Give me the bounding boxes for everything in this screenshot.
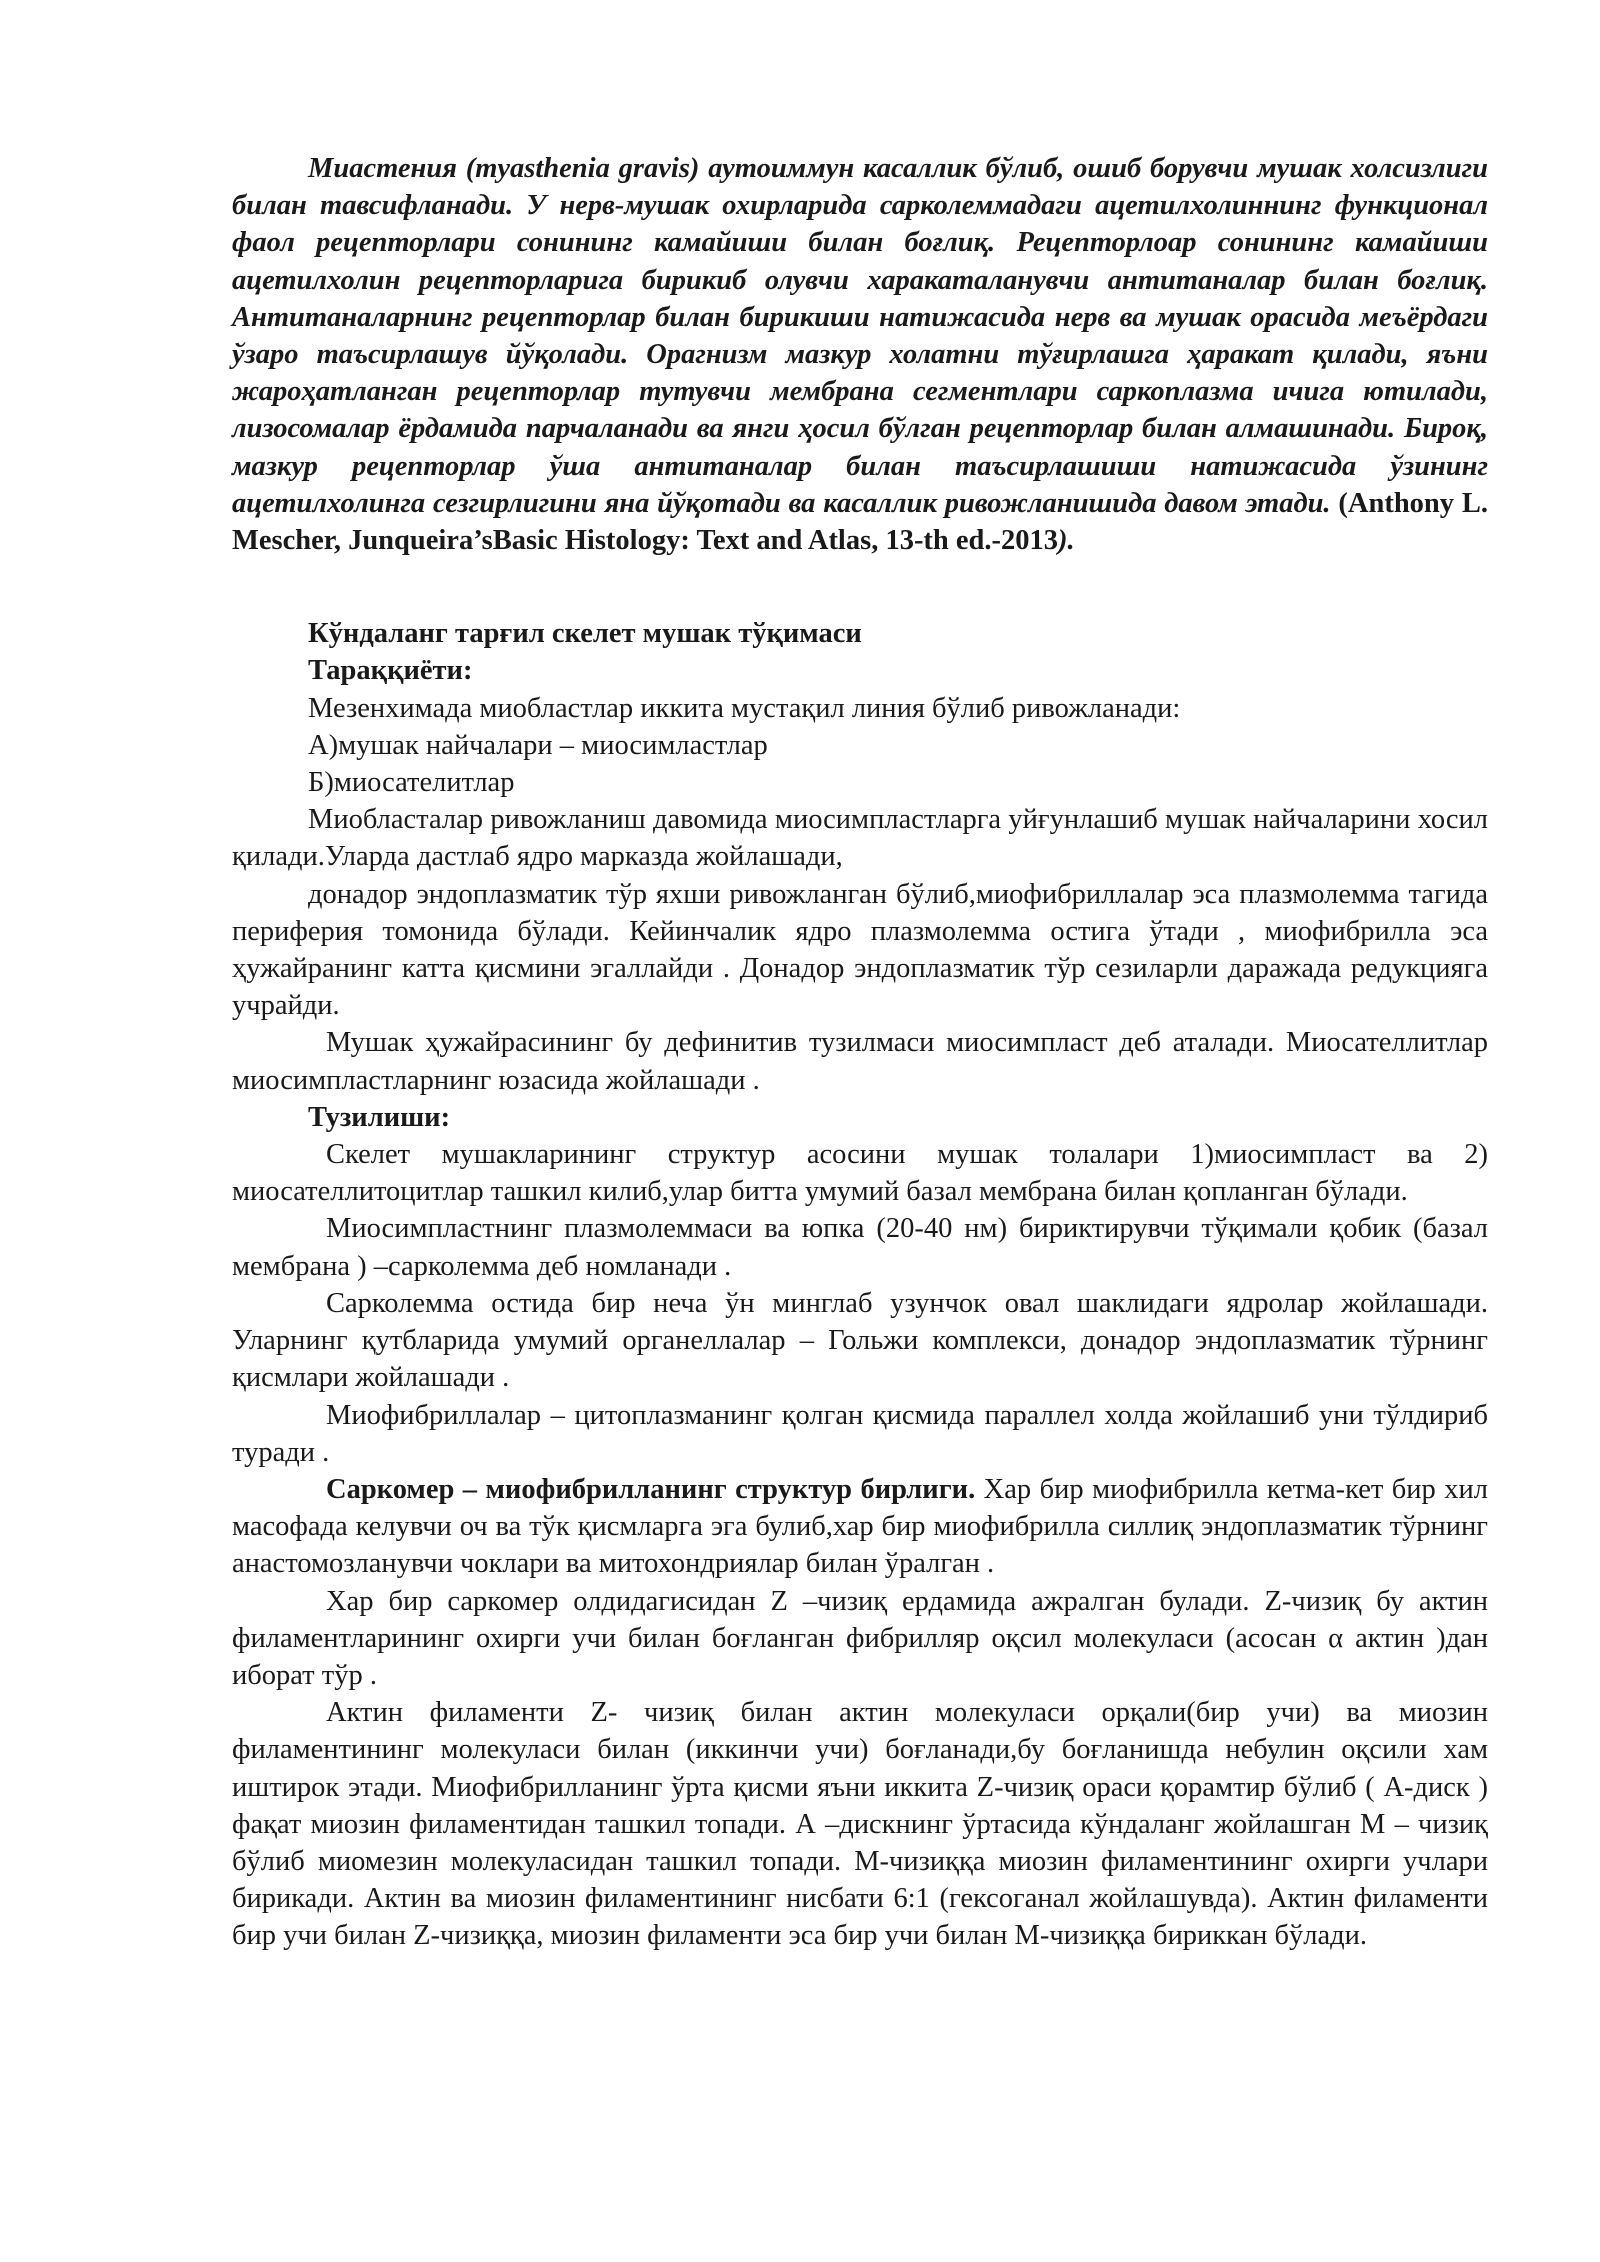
development-paragraph-2: донадор эндоплазматик тўр яхши ривожланган бўлиб,миофибриллалар эса плазмолемма тагида периферия томонида бўлади. Кейинчалик ядро плазмолемма остига ўтади , миофибрилла эса ҳужайранинг катта қисмини эгаллайди . Донадор эндоплазматик тўр сезиларли даражада редукцияга учрайди. xyxy=(232,878,1488,1022)
development-paragraph-3: Мушак ҳужайрасининг бу дефинитив тузилмаси миосимпласт деб аталади. Миосателлитлар миосимпластларнинг юзасида жойлашади . xyxy=(232,1027,1488,1096)
sarcomere-paragraph xyxy=(232,1471,1488,1583)
actin-paragraph: Актин филаменти Z- чизиқ билан актин молекуласи орқали(бир учи) ва миозин филаментининг молекуласи билан (иккинчи учи) боғланади,бу боғланишда небулин оқсили хам иштирок этади. Миофибрилланинг ўрта қисми яъни иккита Z-чизиқ ораси қорамтир бўлиб ( А-диск ) фақат миозин филаментидан ташкил топади. А –дискнинг ўртасида кўндаланг жойлашган М – чизиқ бўлиб миомезин молекуласидан ташкил топади. М-чизиққа миозин филаментининг охирги учлари бирикади. Актин ва миозин филаментининг нисбати 6:1 (гексоганал жойлашувда). Актин филаменти бир учи билан Z-чизиққа, миозин филаменти эса бир учи билан М-чизиққа бириккан бўлади. xyxy=(232,1697,1488,1952)
z-line-paragraph: Хар бир саркомер олдидагисидан Z –чизиқ ердамида ажралган булади. Z-чизиқ бу актин филаментларининг охирги учи билан боғланган фибрилляр оқсил молекуласи (асосан α актин )дан иборат тўр . xyxy=(232,1585,1488,1691)
spacer xyxy=(232,559,1488,615)
intro-paragraph xyxy=(232,150,1488,559)
structure-paragraph-4: Миофибриллалар – цитоплазманинг қолган қисмида параллел холда жойлашиб уни тўлдириб туради . xyxy=(232,1399,1488,1468)
development-line-3: Б)миосателитлар xyxy=(308,767,515,799)
structure-paragraph-2: Миосимпластнинг плазмолеммаси ва юпка (20-40 нм) бириктирувчи тўқимали қобик (базал мембрана ) –сарколемма деб номланади . xyxy=(232,1213,1488,1282)
myasthenia-quote: Миастения (myasthenia gravis) аутоиммун касаллик бўлиб, ошиб борувчи мушак холсизлиги билан тавсифланади. У нерв-мушак охирларида сарколеммадаги ацетилхолиннинг функционал фаол рецепторлари сонининг камайиши билан боғлиқ. Рецепторлоар сонининг камайиши ацетилхолин рецепторларига бирикиб олувчи харакаталанувчи антитаналар билан боғлиқ. Антитаналарнинг рецепторлар билан бирикиши натижасида нерв ва мушак орасида меъёрдаги ўзаро таъсирлашув йўқолади. Орагнизм мазкур холатни тўғирлашга ҳаракат қилади, яъни жароҳатланган рецепторлар тутувчи мембрана сегментлари саркоплазма ичига ютилади, лизосомалар ёрдамида парчаланади ва янги ҳосил бўлган рецепторлар билан алмашинади. Бироқ, мазкур рецепторлар ўша антитаналар билан таъсирлашиши натижасида ўзининг ацетилхолинга сезгирлигини яна йўқотади ва касаллик ривожланишида давом этади. xyxy=(232,153,1488,519)
section-title: Кўндаланг тарғил скелет мушак тўқимаси xyxy=(308,618,862,650)
development-heading: Тараққиёти: xyxy=(308,655,473,687)
structure-paragraph-1: Скелет мушакларининг структур асосини мушак толалари 1)миосимпласт ва 2) миосателлитоцитлар ташкил килиб,улар битта умумий базал мембрана билан қопланган бўлади. xyxy=(232,1139,1488,1208)
structure-paragraph-3: Сарколемма остида бир неча ўн минглаб узунчок овал шаклидаги ядролар жойлашади. Уларнинг қутбларида умумий органеллалар – Гольжи комплекси, донадор эндоплазматик тўрнинг қисмлари жойлашади . xyxy=(232,1287,1488,1394)
citation: (Anthony L. Mescher, Junqueira’sBasic Histology: Text and Atlas, 13-th ed.-2013 xyxy=(232,487,1488,557)
development-line-1: Мезенхимада миобластлар иккита мустақил линия бўлиб ривожланади: xyxy=(308,692,1181,724)
structure-heading: Тузилиши: xyxy=(308,1101,451,1133)
document-page xyxy=(232,150,1488,1955)
citation-end: ). xyxy=(1058,525,1075,557)
sarcomere-text: Хар бир миофибрилла кетма-кет бир хил масофада келувчи оч ва тўк қисмларга эга булиб,хар бир миофибрилла силлиқ эндоплазматик тўрнинг анастомозланувчи чоклари ва митохондриялар билан ўралган . xyxy=(232,1473,1488,1580)
sarcomere-definition: Саркомер – миофибрилланинг структур бирлиги. xyxy=(326,1473,976,1505)
development-line-2: А)мушак найчалари – миосимластлар xyxy=(308,729,768,761)
development-paragraph-1: Миобласталар ривожланиш давомида миосимпластларга уйғунлашиб мушак найчаларини хосил қилади.Уларда дастлаб ядро марказда жойлашади, xyxy=(232,804,1488,873)
